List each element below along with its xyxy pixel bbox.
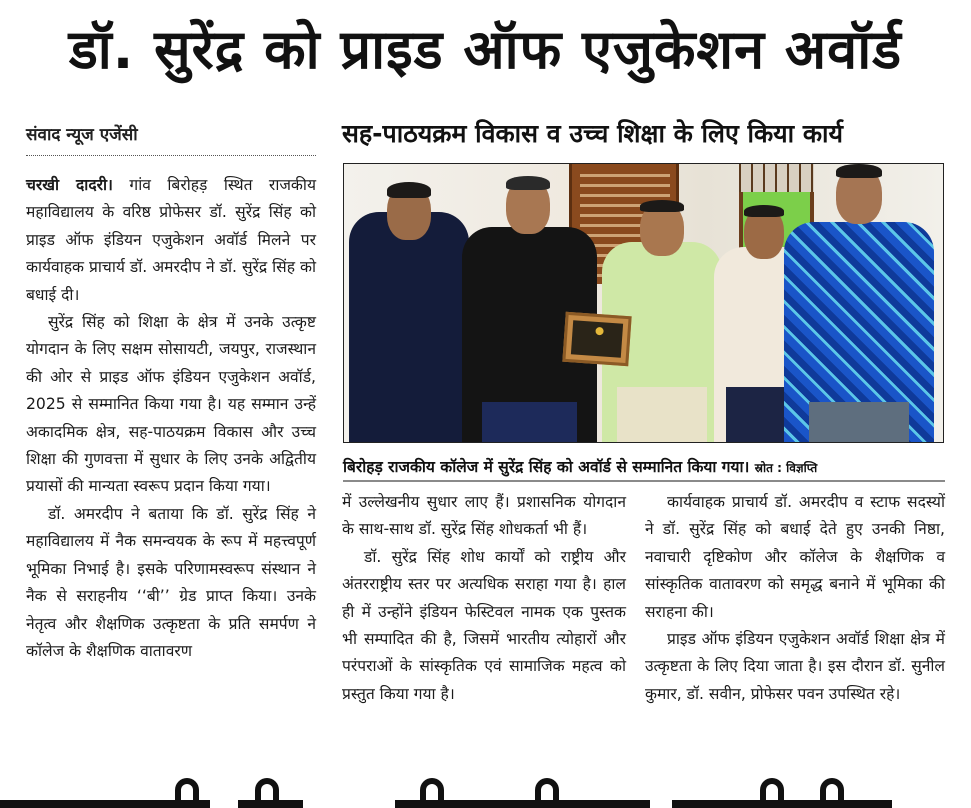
page-headline: डॉ. सुरेंद्र को प्राइड ऑफ एजुकेशन अवॉर्ड [68,18,903,81]
subheadline: सह-पाठयक्रम विकास व उच्च शिक्षा के लिए किया कार्य [342,119,844,148]
article-column-middle [342,489,626,708]
caption-source: स्रोत : विज्ञप्ति [754,461,818,475]
photo-caption [343,454,963,480]
article-paragraph: प्राइड ऑफ इंडियन एजुकेशन अवॉर्ड शिक्षा क्षेत्र में उत्कृष्टता के लिए दिया जाता है। इस दौरान डॉ. सुनील कुमार, डॉ. सवीन, प्रोफेसर पवन उपस्थित रहे। [645,630,945,703]
article-column-left [26,172,316,665]
article-paragraph: चरखी दादरी। गांव बिरोहड़ स्थित राजकीय महाविद्यालय के वरिष्ठ प्रोफेसर डॉ. सुरेंद्र सिंह को प्राइड ऑफ इंडियन एजुकेशन अवॉर्ड मिलने पर कार्यवाहक प्राचार्य डॉ. अमरदीप ने डॉ. सुरेंद्र सिंह को बधाई दी। [26,176,316,304]
caption-divider [343,480,945,482]
article-column-right [645,489,945,708]
article-paragraph: डॉ. सुरेंद्र सिंह शोध कार्यों को राष्ट्रीय और अंतरराष्ट्रीय स्तर पर अत्यधिक सराहा गया है। हाल ही में उन्होंने इंडियन फेस्टिवल नामक एक पुस्तक भी सम्पादित की है, जिसमें भारतीय त्योहारों और परंपराओं के सांस्कृतिक एवं सामाजिक महत्व को प्रस्तुत किया गया है। [342,547,626,703]
person-5 [784,163,934,442]
article-paragraph: सुरेंद्र सिंह को शिक्षा के क्षेत्र में उनके उत्कृष्ट योगदान के लिए सक्षम सोसायटी, जयपुर, राजस्थान की ओर से प्राइड ऑफ इंडियन एजुकेशन अवॉर्ड, 2025 से सम्मानित किया गया है। यह सम्मान उन्हें अकादमिक क्षेत्र, सह-पाठयक्रम विकास और उच्च शिक्षा की गुणवत्ता में सुधार के लिए उनके अद्वितीय प्रयासों की मान्यता स्वरूप प्रदान किया गया। [26,313,316,496]
article-paragraph: कार्यवाहक प्राचार्य डॉ. अमरदीप व स्टाफ सदस्यों ने डॉ. सुरेंद्र सिंह को बधाई देते हुए उनकी निष्ठा, नवाचारी दृष्टिकोण और कॉलेज के शैक्षणिक व सांस्कृतिक वातावरण को समृद्ध बनाने में भूमिका की सराहना की। [645,493,945,621]
next-article-headline-cropped [0,776,971,808]
award-plaque [562,312,631,366]
person-1 [349,172,469,442]
news-photo [343,163,944,443]
person-2 [462,170,597,442]
byline-divider [26,155,316,156]
caption-text: बिरोहड़ राजकीय कॉलेज में सुरेंद्र सिंह को अवॉर्ड से सम्मानित किया गया। [343,458,750,476]
article-paragraph: डॉ. अमरदीप ने बताया कि डॉ. सुरेंद्र सिंह ने महाविद्यालय में नैक समन्वयक के रूप में महत्त्वपूर्ण भूमिका निभाई है। इसके परिणामस्वरूप संस्थान ने नैक से सराहनीय ‘‘बी’’ ग्रेड प्राप्त किया। उनके नेतृत्व और शैक्षणिक उत्कृष्टता के प्रति समर्पण ने कॉलेज के शैक्षणिक वातावरण [26,504,316,660]
dateline: चरखी दादरी। [26,176,113,194]
article-paragraph: में उल्लेखनीय सुधार लाए हैं। प्रशासनिक योगदान के साथ-साथ डॉ. सुरेंद्र सिंह शोधकर्ता भी हैं। [342,493,626,539]
byline-agency: संवाद न्यूज एजेंसी [26,125,138,145]
